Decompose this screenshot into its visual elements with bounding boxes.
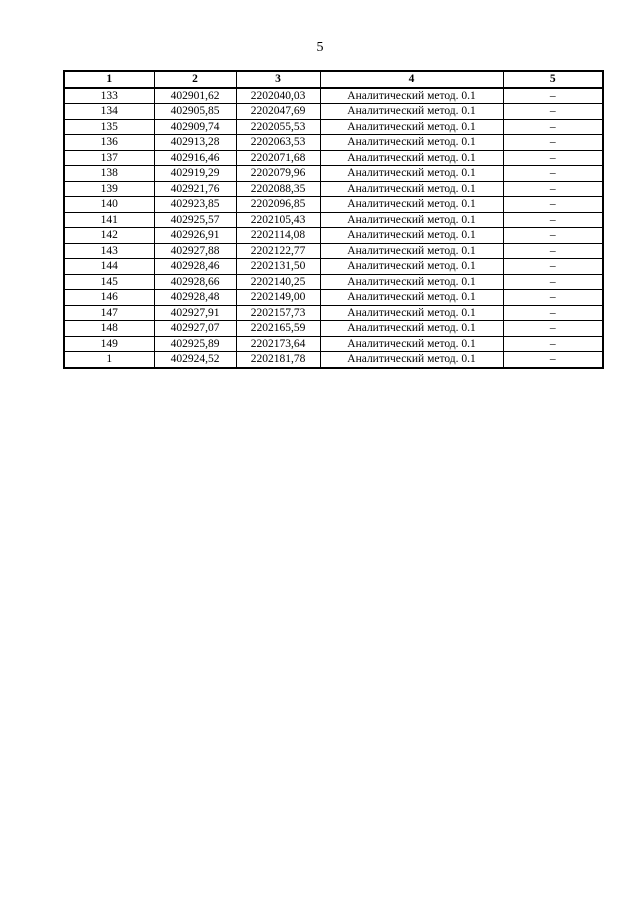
point-number-cell: 142 xyxy=(64,228,154,244)
y-coordinate-cell: 2202140,25 xyxy=(236,274,320,290)
method-cell: Аналитический метод. 0.1 xyxy=(320,321,503,337)
x-coordinate-cell: 402901,62 xyxy=(154,88,236,104)
note-cell: – xyxy=(503,212,603,228)
y-coordinate-cell: 2202040,03 xyxy=(236,88,320,104)
x-coordinate-cell: 402923,85 xyxy=(154,197,236,213)
note-cell: – xyxy=(503,135,603,151)
point-number-cell: 148 xyxy=(64,321,154,337)
x-coordinate-cell: 402928,66 xyxy=(154,274,236,290)
table-row xyxy=(64,166,603,182)
table-row xyxy=(64,181,603,197)
note-cell: – xyxy=(503,150,603,166)
point-number-cell: 135 xyxy=(64,119,154,135)
note-cell: – xyxy=(503,166,603,182)
method-cell: Аналитический метод. 0.1 xyxy=(320,135,503,151)
note-cell: – xyxy=(503,321,603,337)
table-row xyxy=(64,336,603,352)
point-number-cell: 146 xyxy=(64,290,154,306)
y-coordinate-cell: 2202096,85 xyxy=(236,197,320,213)
point-number-cell: 134 xyxy=(64,104,154,120)
method-cell: Аналитический метод. 0.1 xyxy=(320,352,503,368)
x-coordinate-cell: 402921,76 xyxy=(154,181,236,197)
table-row xyxy=(64,88,603,104)
method-cell: Аналитический метод. 0.1 xyxy=(320,259,503,275)
note-cell: – xyxy=(503,259,603,275)
point-number-cell: 1 xyxy=(64,352,154,368)
table-body xyxy=(64,88,603,368)
method-cell: Аналитический метод. 0.1 xyxy=(320,150,503,166)
table-row xyxy=(64,212,603,228)
y-coordinate-cell: 2202173,64 xyxy=(236,336,320,352)
note-cell: – xyxy=(503,104,603,120)
method-cell: Аналитический метод. 0.1 xyxy=(320,212,503,228)
table-row xyxy=(64,305,603,321)
x-coordinate-cell: 402909,74 xyxy=(154,119,236,135)
method-cell: Аналитический метод. 0.1 xyxy=(320,274,503,290)
note-cell: – xyxy=(503,119,603,135)
note-cell: – xyxy=(503,290,603,306)
point-number-cell: 145 xyxy=(64,274,154,290)
x-coordinate-cell: 402927,88 xyxy=(154,243,236,259)
method-cell: Аналитический метод. 0.1 xyxy=(320,119,503,135)
column-header: 2 xyxy=(154,71,236,88)
point-number-cell: 144 xyxy=(64,259,154,275)
y-coordinate-cell: 2202047,69 xyxy=(236,104,320,120)
table-header-row xyxy=(64,71,603,88)
table-row xyxy=(64,150,603,166)
point-number-cell: 140 xyxy=(64,197,154,213)
method-cell: Аналитический метод. 0.1 xyxy=(320,228,503,244)
column-header: 1 xyxy=(64,71,154,88)
point-number-cell: 139 xyxy=(64,181,154,197)
table-row xyxy=(64,352,603,368)
x-coordinate-cell: 402924,52 xyxy=(154,352,236,368)
table-row xyxy=(64,228,603,244)
y-coordinate-cell: 2202181,78 xyxy=(236,352,320,368)
point-number-cell: 141 xyxy=(64,212,154,228)
y-coordinate-cell: 2202131,50 xyxy=(236,259,320,275)
x-coordinate-cell: 402905,85 xyxy=(154,104,236,120)
table-row xyxy=(64,135,603,151)
x-coordinate-cell: 402928,48 xyxy=(154,290,236,306)
coordinates-table xyxy=(63,70,604,369)
note-cell: – xyxy=(503,88,603,104)
table-row xyxy=(64,197,603,213)
point-number-cell: 136 xyxy=(64,135,154,151)
note-cell: – xyxy=(503,181,603,197)
x-coordinate-cell: 402926,91 xyxy=(154,228,236,244)
y-coordinate-cell: 2202114,08 xyxy=(236,228,320,244)
table-row xyxy=(64,243,603,259)
method-cell: Аналитический метод. 0.1 xyxy=(320,104,503,120)
note-cell: – xyxy=(503,228,603,244)
y-coordinate-cell: 2202122,77 xyxy=(236,243,320,259)
note-cell: – xyxy=(503,352,603,368)
method-cell: Аналитический метод. 0.1 xyxy=(320,166,503,182)
y-coordinate-cell: 2202088,35 xyxy=(236,181,320,197)
x-coordinate-cell: 402927,91 xyxy=(154,305,236,321)
note-cell: – xyxy=(503,305,603,321)
point-number-cell: 138 xyxy=(64,166,154,182)
y-coordinate-cell: 2202063,53 xyxy=(236,135,320,151)
note-cell: – xyxy=(503,336,603,352)
point-number-cell: 133 xyxy=(64,88,154,104)
column-header: 3 xyxy=(236,71,320,88)
note-cell: – xyxy=(503,274,603,290)
y-coordinate-cell: 2202157,73 xyxy=(236,305,320,321)
table-row xyxy=(64,119,603,135)
x-coordinate-cell: 402916,46 xyxy=(154,150,236,166)
method-cell: Аналитический метод. 0.1 xyxy=(320,181,503,197)
page-number: 5 xyxy=(316,40,324,55)
x-coordinate-cell: 402919,29 xyxy=(154,166,236,182)
table-row xyxy=(64,274,603,290)
table-row xyxy=(64,290,603,306)
table-row xyxy=(64,104,603,120)
x-coordinate-cell: 402927,07 xyxy=(154,321,236,337)
note-cell: – xyxy=(503,243,603,259)
method-cell: Аналитический метод. 0.1 xyxy=(320,290,503,306)
x-coordinate-cell: 402925,57 xyxy=(154,212,236,228)
point-number-cell: 147 xyxy=(64,305,154,321)
column-header: 4 xyxy=(320,71,503,88)
method-cell: Аналитический метод. 0.1 xyxy=(320,243,503,259)
table-row xyxy=(64,259,603,275)
x-coordinate-cell: 402925,89 xyxy=(154,336,236,352)
column-header: 5 xyxy=(503,71,603,88)
point-number-cell: 149 xyxy=(64,336,154,352)
y-coordinate-cell: 2202165,59 xyxy=(236,321,320,337)
point-number-cell: 143 xyxy=(64,243,154,259)
y-coordinate-cell: 2202071,68 xyxy=(236,150,320,166)
y-coordinate-cell: 2202055,53 xyxy=(236,119,320,135)
note-cell: – xyxy=(503,197,603,213)
x-coordinate-cell: 402928,46 xyxy=(154,259,236,275)
method-cell: Аналитический метод. 0.1 xyxy=(320,88,503,104)
table-row xyxy=(64,321,603,337)
method-cell: Аналитический метод. 0.1 xyxy=(320,305,503,321)
x-coordinate-cell: 402913,28 xyxy=(154,135,236,151)
y-coordinate-cell: 2202079,96 xyxy=(236,166,320,182)
y-coordinate-cell: 2202149,00 xyxy=(236,290,320,306)
method-cell: Аналитический метод. 0.1 xyxy=(320,336,503,352)
method-cell: Аналитический метод. 0.1 xyxy=(320,197,503,213)
y-coordinate-cell: 2202105,43 xyxy=(236,212,320,228)
point-number-cell: 137 xyxy=(64,150,154,166)
